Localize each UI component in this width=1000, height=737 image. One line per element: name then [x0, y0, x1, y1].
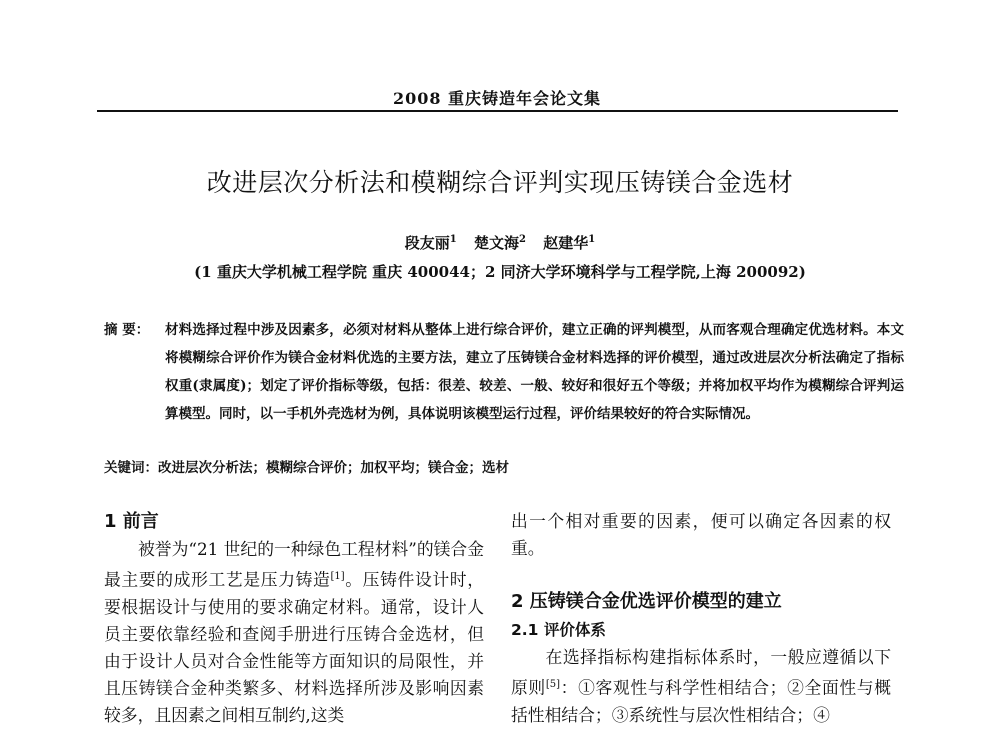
section-heading: 2 压铸镁合金优选评价模型的建立 — [511, 591, 782, 612]
section-heading: 1 前言 — [104, 511, 159, 532]
paragraph-text: 。压铸件设计时，要根据设计与使用的要求确定材料。通常，设计人员主要依靠经验和查阅手册进行压铸合金选材，但由于设计人员对合金性能等方面知识的局限性，并且压铸镁合金种类繁多、材料选择所涉及影响因素较多，且因素之间相互制约,这类 — [104, 569, 484, 725]
abstract — [104, 316, 904, 428]
keywords-label: 关键词： — [104, 460, 158, 476]
paragraph-text: 被誉为“21 世纪的一种绿色工程材料”的镁合金最主要的成形工艺是压力铸造 — [104, 539, 484, 590]
citation-ref: [1] — [330, 571, 345, 582]
author-name: 赵建华 — [543, 234, 589, 252]
right-column — [511, 508, 891, 729]
author-list — [100, 232, 900, 253]
abstract-label: 摘 要： — [104, 322, 150, 338]
author — [474, 234, 526, 252]
author-affil-mark: 1 — [588, 234, 596, 245]
author-name: 段友丽 — [404, 234, 450, 252]
keywords-text: 改进层次分析法；模糊综合评价；加权平均；镁合金；选材 — [158, 460, 509, 476]
citation-ref: [5] — [545, 679, 561, 690]
paragraph-text: 在选择指标构建指标体系时，一般应遵循以下原则 — [511, 647, 891, 698]
keywords — [104, 456, 904, 476]
author-affil-mark: 2 — [519, 234, 526, 245]
subsection-heading: 2.1 评价体系 — [511, 621, 606, 639]
header-rule — [97, 110, 898, 112]
paper-title: 改进层次分析法和模糊综合评判实现压铸镁合金选材 — [206, 168, 794, 197]
body-paragraph — [511, 644, 891, 729]
author — [543, 234, 595, 252]
author — [405, 234, 457, 252]
author-affil-mark: 1 — [449, 234, 457, 245]
paragraph-text: ：①客观性与科学性相结合；②全面性与概括性相结合；③系统性与层次性相结合；④ — [511, 677, 891, 725]
body-paragraph: 出一个相对重要的因素，便可以确定各因素的权重。 — [511, 511, 891, 558]
running-header: 2008 重庆铸造年会论文集 — [392, 89, 602, 108]
body-paragraph — [104, 536, 484, 729]
affiliations: (1 重庆大学机械工程学院 重庆 400044；2 同济大学环境科学与工程学院,上海 200092) — [194, 263, 806, 281]
abstract-text: 材料选择过程中涉及因素多，必须对材料从整体上进行综合评价，建立正确的评判模型，从而客观合理确定优选材料。本文将模糊综合评价作为镁合金材料优选的主要方法，建立了压铸镁合金材料选择的评价模型，通过改进层次分析法确定了指标权重(隶属度)；划定了评价指标等级，包括：很差、较差、一般、较好和很好五个等级；并将加权平均作为模糊综合评判运算模型。同时，以一手机外壳选材为例，具体说明该模型运行过程，评价结果较好的符合实际情况。 — [165, 322, 904, 422]
author-name: 楚文海 — [474, 234, 520, 252]
left-column — [104, 508, 484, 729]
